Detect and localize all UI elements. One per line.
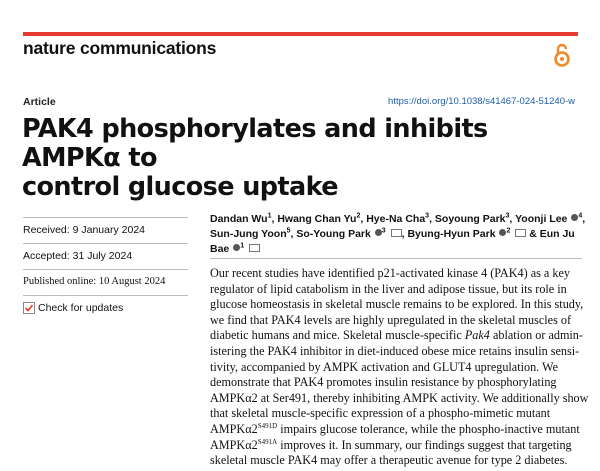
author-name[interactable]: Eun Ju Bae bbox=[210, 228, 575, 255]
abstract-line: glucose homeostasis in skeletal muscle remains to be explored. In this study, bbox=[210, 297, 584, 312]
open-access-icon[interactable] bbox=[553, 42, 571, 68]
abstract-text: diabetic humans and mice. Skeletal muscle-specific bbox=[210, 328, 465, 343]
affiliation-number: 3 bbox=[505, 212, 510, 220]
author-list bbox=[210, 212, 590, 257]
received-date: Received: 9 January 2024 bbox=[23, 224, 145, 236]
affiliation-number: 2 bbox=[506, 227, 511, 235]
affiliation-number: 3 bbox=[425, 212, 430, 220]
published-date: Published online: 10 August 2024 bbox=[23, 276, 166, 287]
abstract-line: skeletal muscle PAK4 may offer a therapeutic avenue for type 2 diabetes. bbox=[210, 453, 568, 468]
accepted-date: Accepted: 31 July 2024 bbox=[23, 250, 133, 262]
check-for-updates-label: Check for updates bbox=[38, 302, 124, 314]
affiliation-number: 5 bbox=[286, 227, 291, 235]
abstract-line: tivity, accompanied by AMPK activation and GLUT4 upregulation. We bbox=[210, 359, 558, 374]
author-name[interactable]: Sun-Jung Yoon bbox=[210, 228, 287, 240]
abstract-line bbox=[210, 422, 585, 438]
author-name[interactable]: Dandan Wu bbox=[210, 213, 268, 225]
doi-link[interactable]: https://doi.org/10.1038/s41467-024-51240-w bbox=[388, 96, 575, 107]
abstract-text: impairs glucose tolerance, while the phospho-inactive mutant bbox=[277, 421, 580, 436]
author-line: Dandan Wu$^1$, Hwang Chan Yu$^2$, Hye-Na Cha$^3$, Soyoung Park$^3$, Yoonji Lee $^4$, bbox=[210, 212, 586, 225]
article-title bbox=[22, 115, 582, 202]
affiliation-number: 1 bbox=[267, 212, 272, 220]
affiliation-number: 2 bbox=[356, 212, 361, 220]
journal-header-rule bbox=[23, 32, 578, 36]
abstract-line bbox=[210, 438, 585, 454]
abstract-line: istering the PAK4 inhibitor in diet-induced obese mice retains insulin sensi- bbox=[210, 343, 580, 358]
divider bbox=[23, 295, 188, 296]
gene-name: Pak4 bbox=[464, 328, 490, 343]
abstract-line: Our recent studies have identified p21-activated kinase 4 (PAK4) as a key bbox=[210, 266, 570, 280]
affiliation-number: 4 bbox=[578, 212, 583, 220]
abstract-line: we find that PAK4 levels are highly upregulated in the skeletal muscles of bbox=[210, 312, 572, 327]
title-line: control glucose uptake bbox=[22, 172, 338, 202]
email-icon[interactable] bbox=[249, 244, 260, 252]
divider bbox=[23, 217, 188, 218]
check-for-updates-icon bbox=[23, 302, 35, 314]
abstract-line: demonstrate that PAK4 promotes insulin resistance by phosphorylating bbox=[210, 375, 557, 390]
author-name[interactable]: So-Young Park bbox=[296, 228, 371, 240]
abstract-line: regulator of lipid catabolism in the liver and adipose tissue, but its role in bbox=[210, 281, 567, 296]
author-name[interactable]: Byung-Hyun Park bbox=[407, 228, 496, 240]
check-for-updates-button[interactable] bbox=[23, 302, 188, 314]
mutation-label: S491A bbox=[257, 437, 278, 446]
abstract-text: improves it. In summary, our findings suggest that targeting bbox=[277, 437, 572, 452]
email-icon[interactable] bbox=[515, 229, 526, 237]
author-name[interactable]: Hye-Na Cha bbox=[366, 213, 426, 225]
affiliation-number: 3 bbox=[381, 227, 386, 235]
article-type: Article bbox=[23, 96, 56, 108]
affiliation-number: 1 bbox=[240, 242, 245, 250]
mutation-label: S491D bbox=[257, 421, 278, 430]
divider bbox=[210, 258, 582, 259]
author-name[interactable]: Yoonji Lee bbox=[515, 213, 568, 225]
divider bbox=[23, 269, 188, 270]
divider bbox=[23, 243, 188, 244]
email-icon[interactable] bbox=[391, 229, 402, 237]
author-name[interactable]: Soyoung Park bbox=[434, 213, 506, 225]
orcid-icon[interactable] bbox=[375, 229, 382, 236]
title-line: PAK4 phosphorylates and inhibits AMPKα to bbox=[22, 114, 488, 173]
abstract-text: AMPKα2 bbox=[210, 437, 258, 452]
abstract bbox=[210, 266, 589, 469]
article-history bbox=[23, 213, 188, 314]
abstract-line: that skeletal muscle-specific expression of a phospho-mimetic mutant bbox=[210, 406, 551, 421]
journal-name[interactable]: nature communications bbox=[23, 38, 217, 58]
abstract-text: AMPKα2 bbox=[210, 421, 258, 436]
author-name[interactable]: Hwang Chan Yu bbox=[277, 213, 357, 225]
abstract-text: ablation or admin- bbox=[489, 328, 583, 343]
abstract-line: AMPKα2 at Ser491, thereby inhibiting AMPK activity. We additionally show bbox=[210, 390, 589, 405]
author-line: Sun-Jung Yoon$^5$, So-Young Park $^3$ , Byung-Hyun Park $^2$ & Eun Ju Bae $^1$ bbox=[210, 227, 575, 255]
abstract-line bbox=[210, 328, 585, 344]
